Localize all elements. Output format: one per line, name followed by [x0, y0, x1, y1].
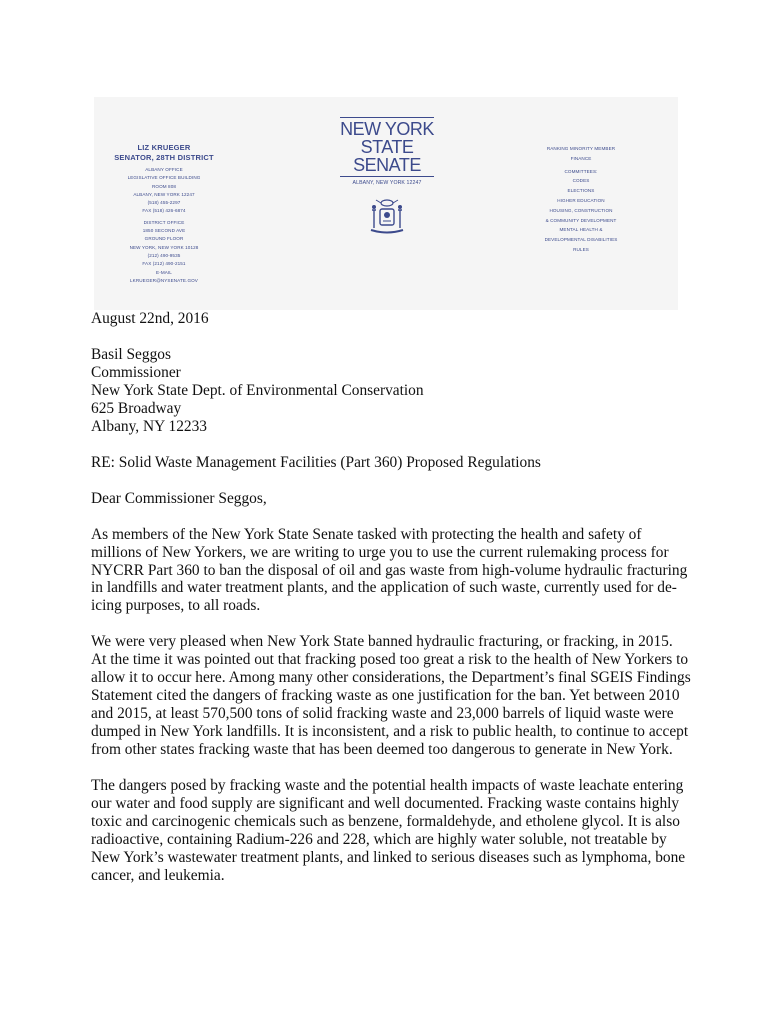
logo-line: STATE	[360, 137, 414, 157]
albany-office-line: (518) 455-2297	[147, 200, 181, 206]
committee-line: MENTAL HEALTH &	[559, 227, 603, 233]
recipient-title: Commissioner	[91, 363, 181, 381]
district-office-line: DISTRICT OFFICE	[143, 219, 185, 225]
committee-line: RANKING MINORITY MEMBER	[546, 146, 616, 151]
letter-body	[91, 310, 691, 903]
committee-line: ELECTIONS	[567, 188, 595, 194]
logo-line: SENATE	[340, 156, 434, 177]
letter-salutation: Dear Commissioner Seggos,	[91, 489, 267, 507]
albany-office-line: FAX (518) 426-6874	[142, 208, 186, 214]
logo-location: ALBANY, NEW YORK 12247	[352, 180, 422, 186]
recipient-address	[91, 346, 691, 436]
district-office-line: 1850 SECOND AVE	[142, 228, 186, 234]
recipient-city: Albany, NY 12233	[91, 417, 207, 435]
state-seal-icon	[366, 196, 408, 236]
committee-line: & COMMUNITY DEVELOPMENT	[545, 217, 617, 223]
committee-list	[526, 144, 636, 255]
recipient-organization: New York State Dept. of Environmental Conservation	[91, 381, 424, 399]
committee-line: HIGHER EDUCATION	[557, 197, 605, 203]
recipient-street: 625 Broadway	[91, 399, 182, 417]
letterhead	[94, 97, 678, 310]
committee-line: RULES	[573, 246, 589, 252]
letter-date: August 22nd, 2016	[91, 310, 209, 327]
district-office-line: NEW YORK, NEW YORK 10128	[129, 244, 199, 250]
albany-office-line: ALBANY OFFICE	[145, 167, 183, 172]
district-office-line: GROUND FLOOR	[144, 236, 184, 242]
senator-title: SENATOR, 28TH DISTRICT	[114, 153, 214, 162]
committee-line: COMMITTEES:	[564, 168, 598, 174]
senator-name: LIZ KRUEGER	[137, 143, 191, 152]
body-paragraph: As members of the New York State Senate tasked with protecting the health and safety of millions of New Yorkers, we are writing to urge you to use the current rulemaking process for NYCRR Part 360 to ban the disposal of oil and gas waste from high-volume hydraulic fracturing in landfills and water treatment plants, and the application of such waste, currently used for de-icing purposes, to all roads.	[91, 525, 688, 615]
letter-subject: RE: Solid Waste Management Facilities (Part 360) Proposed Regulations	[91, 453, 541, 471]
district-office-line: (212) 490-9535	[147, 252, 181, 258]
committee-line: DEVELOPMENTAL DISABILITIES	[544, 237, 618, 243]
albany-office-line: ALBANY, NEW YORK 12247	[133, 191, 195, 197]
committee-line: HOUSING, CONSTRUCTION	[549, 207, 613, 213]
body-paragraph: We were very pleased when New York State banned hydraulic fracturing, or fracking, in 2015. At the time it was pointed out that fracking posed too great a risk to the health of New Yorkers to allow it to occur here. Among many other considerations, the Department’s final SGEIS Findings Statement cited the dangers of fracking waste as one justification for the ban. Yet between 2010 and 2015, at least 570,500 tons of solid fracking waste and 23,000 barrels of liquid waste were dumped in New York landfills. It is inconsistent, and a risk to public health, to continue to accept from other states fracking waste that has been deemed too dangerous to generate in New York.	[91, 633, 691, 759]
logo-line: NEW YORK	[340, 119, 434, 139]
recipient-name: Basil Seggos	[91, 345, 171, 363]
senate-logo	[340, 117, 434, 236]
committee-line: CODES	[572, 178, 590, 184]
albany-office-line: ROOM 808	[151, 183, 177, 189]
district-office-line: FAX (212) 490-2151	[142, 261, 186, 267]
district-office-line: LKRUEGER@NYSENATE.GOV	[130, 277, 198, 283]
senator-contact-block	[114, 143, 214, 285]
district-office-line: E-MAIL	[156, 269, 172, 275]
committee-line: FINANCE	[570, 155, 592, 161]
albany-office-line: LEGISLATIVE OFFICE BUILDING	[127, 175, 201, 181]
body-paragraph: The dangers posed by fracking waste and the potential health impacts of waste leachate entering our water and food supply are significant and well documented. Fracking waste contains highly toxic and carcinogenic chemicals such as benzene, formaldehyde, and etholene glycol. It is also radioactive, containing Radium-226 and 228, which are highly water soluble, not treatable by New York’s wastewater treatment plants, and linked to serious diseases such as lymphoma, bone cancer, and leukemia.	[91, 777, 686, 884]
